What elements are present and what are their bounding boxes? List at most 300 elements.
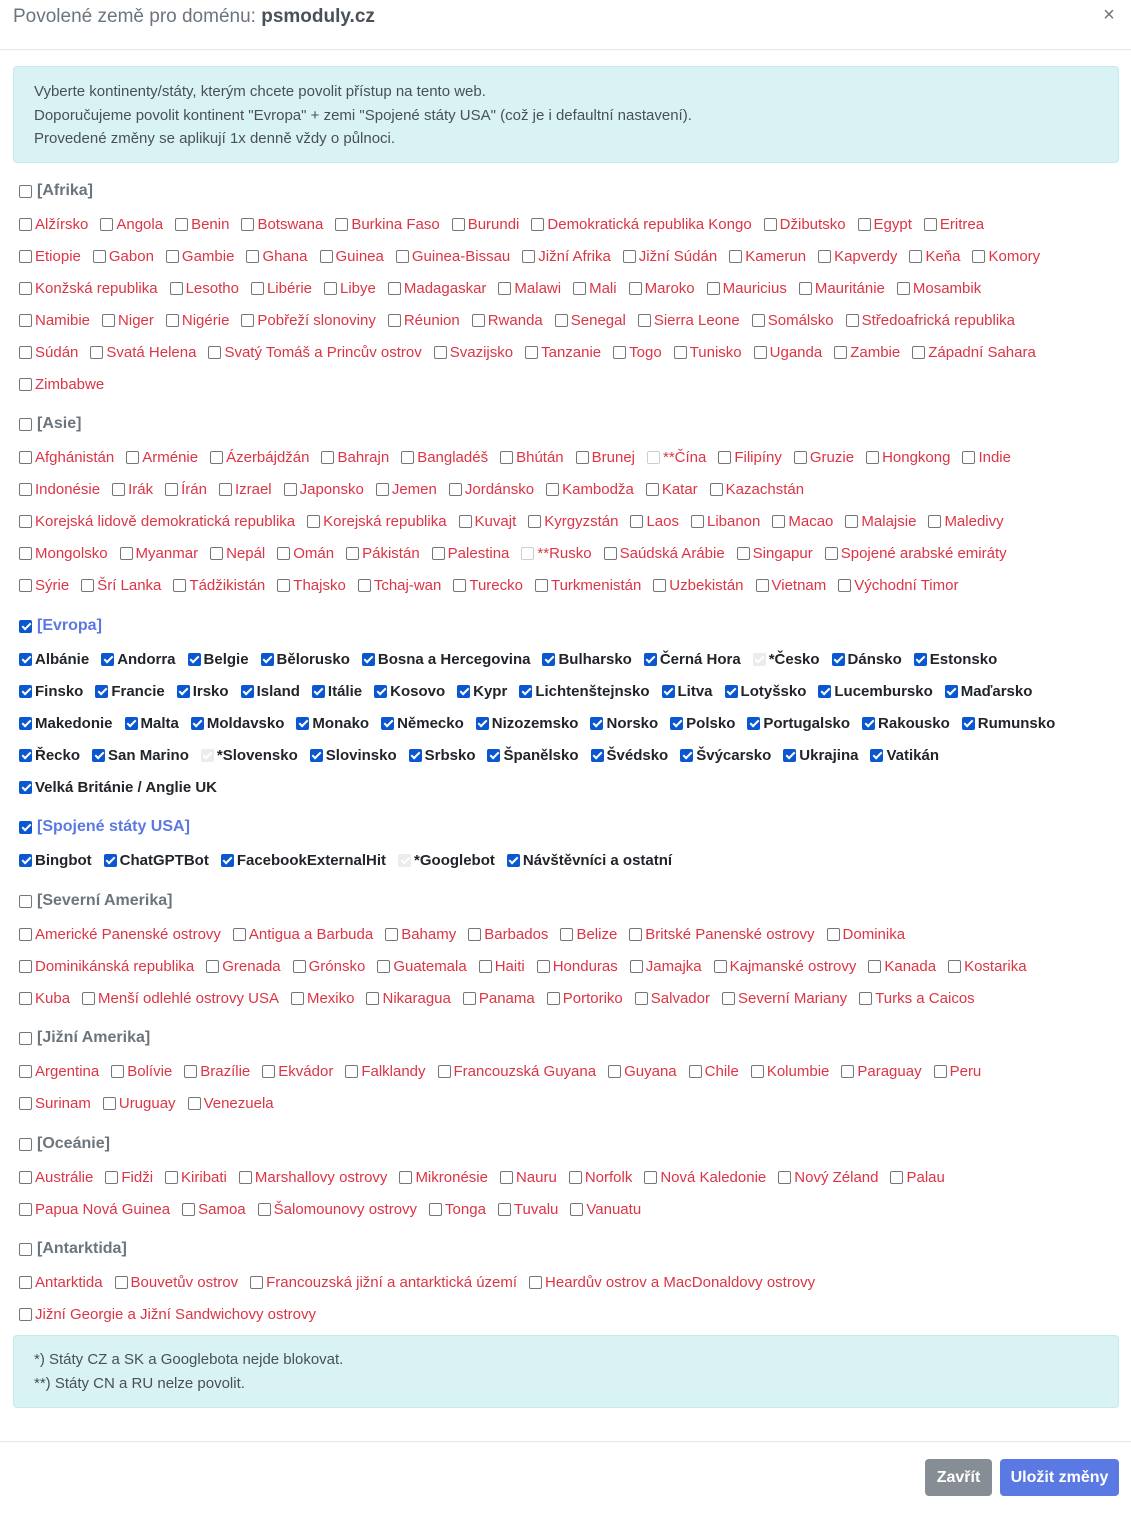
- checkbox-icon[interactable]: [188, 1097, 201, 1110]
- checkbox-icon[interactable]: [366, 992, 379, 1005]
- country-checkbox[interactable]: [934, 1063, 982, 1080]
- checkbox-icon[interactable]: [841, 1065, 854, 1078]
- country-checkbox[interactable]: [19, 779, 217, 796]
- country-checkbox[interactable]: [662, 683, 713, 700]
- checkbox-checked-icon[interactable]: [590, 717, 603, 730]
- country-checkbox[interactable]: [19, 280, 158, 297]
- checkbox-checked-icon[interactable]: [19, 620, 32, 633]
- country-checkbox[interactable]: [868, 958, 936, 975]
- country-checkbox[interactable]: [291, 990, 355, 1007]
- checkbox-checked-icon[interactable]: [507, 854, 520, 867]
- checkbox-icon[interactable]: [459, 515, 472, 528]
- checkbox-icon[interactable]: [858, 218, 871, 231]
- country-checkbox[interactable]: [321, 449, 389, 466]
- checkbox-icon[interactable]: [103, 1097, 116, 1110]
- country-checkbox[interactable]: [670, 715, 735, 732]
- checkbox-icon[interactable]: [429, 1203, 442, 1216]
- continent-checkbox[interactable]: [19, 1029, 150, 1047]
- country-checkbox[interactable]: [710, 481, 804, 498]
- checkbox-icon[interactable]: [432, 547, 445, 560]
- country-checkbox[interactable]: [498, 1201, 558, 1218]
- checkbox-icon[interactable]: [573, 282, 586, 295]
- country-checkbox[interactable]: [531, 216, 751, 233]
- checkbox-checked-icon[interactable]: [221, 854, 234, 867]
- checkbox-icon[interactable]: [714, 960, 727, 973]
- country-checkbox[interactable]: [778, 1169, 878, 1186]
- country-checkbox[interactable]: [834, 344, 900, 361]
- country-checkbox[interactable]: [81, 577, 161, 594]
- country-checkbox[interactable]: [173, 577, 265, 594]
- country-checkbox[interactable]: [859, 990, 974, 1007]
- country-checkbox[interactable]: [689, 1063, 739, 1080]
- checkbox-icon[interactable]: [756, 579, 769, 592]
- country-checkbox[interactable]: [924, 216, 984, 233]
- country-checkbox[interactable]: [184, 1063, 250, 1080]
- checkbox-icon[interactable]: [472, 314, 485, 327]
- country-checkbox[interactable]: [542, 651, 631, 668]
- country-checkbox[interactable]: [399, 1169, 488, 1186]
- checkbox-icon[interactable]: [912, 346, 925, 359]
- checkbox-icon[interactable]: [528, 515, 541, 528]
- country-checkbox[interactable]: [827, 926, 906, 943]
- checkbox-icon[interactable]: [19, 1032, 32, 1045]
- checkbox-checked-icon[interactable]: [519, 685, 532, 698]
- checkbox-icon[interactable]: [293, 960, 306, 973]
- checkbox-icon[interactable]: [81, 579, 94, 592]
- country-checkbox[interactable]: [945, 683, 1033, 700]
- country-checkbox[interactable]: [239, 1169, 388, 1186]
- country-checkbox[interactable]: [479, 958, 525, 975]
- close-icon[interactable]: ×: [1103, 4, 1115, 26]
- country-checkbox[interactable]: [718, 449, 782, 466]
- country-checkbox[interactable]: [103, 1095, 176, 1112]
- country-checkbox[interactable]: [335, 216, 439, 233]
- country-checkbox[interactable]: [476, 715, 579, 732]
- checkbox-checked-icon[interactable]: [542, 653, 555, 666]
- checkbox-icon[interactable]: [449, 483, 462, 496]
- checkbox-icon[interactable]: [972, 250, 985, 263]
- continent-checkbox[interactable]: [19, 182, 93, 200]
- country-checkbox[interactable]: [737, 545, 813, 562]
- country-checkbox[interactable]: [396, 248, 510, 265]
- checkbox-icon[interactable]: [537, 960, 550, 973]
- checkbox-checked-icon[interactable]: [409, 749, 422, 762]
- country-checkbox[interactable]: [219, 481, 272, 498]
- country-checkbox[interactable]: [928, 513, 1003, 530]
- country-checkbox[interactable]: [241, 312, 375, 329]
- country-checkbox[interactable]: [170, 280, 239, 297]
- country-checkbox[interactable]: [293, 958, 366, 975]
- country-checkbox[interactable]: [725, 683, 807, 700]
- checkbox-icon[interactable]: [19, 250, 32, 263]
- country-checkbox[interactable]: [312, 683, 362, 700]
- country-checkbox[interactable]: [707, 280, 787, 297]
- checkbox-icon[interactable]: [377, 960, 390, 973]
- checkbox-icon[interactable]: [241, 314, 254, 327]
- country-checkbox[interactable]: [19, 715, 113, 732]
- checkbox-checked-icon[interactable]: [381, 717, 394, 730]
- checkbox-icon[interactable]: [385, 928, 398, 941]
- checkbox-icon[interactable]: [825, 547, 838, 560]
- country-checkbox[interactable]: [912, 344, 1036, 361]
- checkbox-icon[interactable]: [928, 515, 941, 528]
- checkbox-icon[interactable]: [358, 579, 371, 592]
- country-checkbox[interactable]: [366, 990, 450, 1007]
- country-checkbox[interactable]: [674, 344, 742, 361]
- country-checkbox[interactable]: [429, 1201, 486, 1218]
- country-checkbox[interactable]: [19, 958, 194, 975]
- country-checkbox[interactable]: [818, 683, 932, 700]
- checkbox-icon[interactable]: [845, 515, 858, 528]
- checkbox-checked-icon[interactable]: [92, 749, 105, 762]
- checkbox-icon[interactable]: [718, 451, 731, 464]
- checkbox-icon[interactable]: [463, 992, 476, 1005]
- country-checkbox[interactable]: [434, 344, 513, 361]
- checkbox-checked-icon[interactable]: [19, 854, 32, 867]
- close-button[interactable]: Zavřít: [925, 1459, 992, 1496]
- country-checkbox[interactable]: [613, 344, 662, 361]
- checkbox-icon[interactable]: [19, 185, 32, 198]
- checkbox-icon[interactable]: [453, 579, 466, 592]
- checkbox-icon[interactable]: [560, 928, 573, 941]
- checkbox-checked-icon[interactable]: [725, 685, 738, 698]
- checkbox-icon[interactable]: [251, 282, 264, 295]
- checkbox-icon[interactable]: [531, 218, 544, 231]
- checkbox-icon[interactable]: [754, 346, 767, 359]
- country-checkbox[interactable]: [751, 1063, 830, 1080]
- checkbox-icon[interactable]: [653, 579, 666, 592]
- checkbox-icon[interactable]: [277, 579, 290, 592]
- country-checkbox[interactable]: [535, 577, 641, 594]
- country-checkbox[interactable]: [251, 280, 312, 297]
- checkbox-icon[interactable]: [535, 579, 548, 592]
- country-checkbox[interactable]: [818, 248, 897, 265]
- country-checkbox[interactable]: [754, 344, 823, 361]
- country-checkbox[interactable]: [115, 1274, 239, 1291]
- checkbox-icon[interactable]: [576, 451, 589, 464]
- country-checkbox[interactable]: [246, 248, 307, 265]
- checkbox-icon[interactable]: [111, 1065, 124, 1078]
- country-checkbox[interactable]: [691, 513, 760, 530]
- checkbox-icon[interactable]: [838, 579, 851, 592]
- checkbox-icon[interactable]: [19, 483, 32, 496]
- continent-checkbox[interactable]: [19, 818, 190, 836]
- checkbox-icon[interactable]: [629, 928, 642, 941]
- country-checkbox[interactable]: [100, 216, 163, 233]
- country-checkbox[interactable]: [459, 513, 517, 530]
- country-checkbox[interactable]: [388, 280, 487, 297]
- checkbox-icon[interactable]: [630, 515, 643, 528]
- country-checkbox[interactable]: [498, 280, 561, 297]
- checkbox-icon[interactable]: [604, 547, 617, 560]
- checkbox-icon[interactable]: [250, 1276, 263, 1289]
- country-checkbox[interactable]: [546, 481, 634, 498]
- country-checkbox[interactable]: [644, 1169, 766, 1186]
- checkbox-icon[interactable]: [321, 451, 334, 464]
- country-checkbox[interactable]: [362, 651, 531, 668]
- checkbox-checked-icon[interactable]: [670, 717, 683, 730]
- checkbox-icon[interactable]: [635, 992, 648, 1005]
- country-checkbox[interactable]: [102, 312, 154, 329]
- save-changes-button[interactable]: Uložit změny: [1000, 1459, 1119, 1496]
- checkbox-icon[interactable]: [689, 1065, 702, 1078]
- checkbox-icon[interactable]: [19, 928, 32, 941]
- country-checkbox[interactable]: [250, 1274, 517, 1291]
- country-checkbox[interactable]: [500, 1169, 557, 1186]
- country-checkbox[interactable]: [374, 683, 445, 700]
- checkbox-icon[interactable]: [818, 250, 831, 263]
- checkbox-checked-icon[interactable]: [362, 653, 375, 666]
- checkbox-icon[interactable]: [19, 579, 32, 592]
- country-checkbox[interactable]: [845, 513, 916, 530]
- country-checkbox[interactable]: [19, 1095, 91, 1112]
- country-checkbox[interactable]: [573, 280, 617, 297]
- checkbox-icon[interactable]: [897, 282, 910, 295]
- country-checkbox[interactable]: [19, 545, 108, 562]
- checkbox-icon[interactable]: [623, 250, 636, 263]
- checkbox-icon[interactable]: [19, 346, 32, 359]
- country-checkbox[interactable]: [19, 1201, 170, 1218]
- country-checkbox[interactable]: [457, 683, 507, 700]
- checkbox-checked-icon[interactable]: [591, 749, 604, 762]
- country-checkbox[interactable]: [261, 651, 350, 668]
- checkbox-icon[interactable]: [752, 314, 765, 327]
- country-checkbox[interactable]: [19, 990, 70, 1007]
- country-checkbox[interactable]: [310, 747, 397, 764]
- checkbox-icon[interactable]: [19, 515, 32, 528]
- checkbox-icon[interactable]: [19, 282, 32, 295]
- checkbox-checked-icon[interactable]: [177, 685, 190, 698]
- checkbox-icon[interactable]: [608, 1065, 621, 1078]
- country-checkbox[interactable]: [112, 481, 153, 498]
- checkbox-checked-icon[interactable]: [19, 781, 32, 794]
- country-checkbox[interactable]: [519, 683, 649, 700]
- country-checkbox[interactable]: [19, 216, 88, 233]
- country-checkbox[interactable]: [948, 958, 1027, 975]
- checkbox-icon[interactable]: [346, 547, 359, 560]
- checkbox-icon[interactable]: [962, 451, 975, 464]
- country-checkbox[interactable]: [206, 958, 280, 975]
- checkbox-icon[interactable]: [19, 1138, 32, 1151]
- country-checkbox[interactable]: [111, 1063, 172, 1080]
- checkbox-icon[interactable]: [629, 282, 642, 295]
- country-checkbox[interactable]: [449, 481, 534, 498]
- country-checkbox[interactable]: [19, 577, 69, 594]
- country-checkbox[interactable]: [547, 990, 623, 1007]
- continent-checkbox[interactable]: [19, 1240, 127, 1258]
- country-checkbox[interactable]: [825, 545, 1007, 562]
- country-checkbox[interactable]: [182, 1201, 246, 1218]
- country-checkbox[interactable]: [165, 481, 207, 498]
- checkbox-icon[interactable]: [241, 218, 254, 231]
- country-checkbox[interactable]: [221, 852, 386, 869]
- country-checkbox[interactable]: [870, 747, 939, 764]
- country-checkbox[interactable]: [376, 481, 437, 498]
- country-checkbox[interactable]: [500, 449, 564, 466]
- country-checkbox[interactable]: [576, 449, 635, 466]
- checkbox-icon[interactable]: [452, 218, 465, 231]
- country-checkbox[interactable]: [101, 651, 175, 668]
- country-checkbox[interactable]: [729, 248, 806, 265]
- country-checkbox[interactable]: [19, 449, 114, 466]
- checkbox-checked-icon[interactable]: [783, 749, 796, 762]
- checkbox-icon[interactable]: [890, 1171, 903, 1184]
- country-checkbox[interactable]: [385, 926, 456, 943]
- checkbox-checked-icon[interactable]: [19, 821, 32, 834]
- checkbox-icon[interactable]: [19, 1171, 32, 1184]
- checkbox-checked-icon[interactable]: [101, 653, 114, 666]
- country-checkbox[interactable]: [756, 577, 827, 594]
- checkbox-icon[interactable]: [547, 992, 560, 1005]
- country-checkbox[interactable]: [764, 216, 846, 233]
- country-checkbox[interactable]: [177, 683, 229, 700]
- checkbox-checked-icon[interactable]: [19, 685, 32, 698]
- country-checkbox[interactable]: [19, 926, 221, 943]
- checkbox-icon[interactable]: [778, 1171, 791, 1184]
- checkbox-icon[interactable]: [112, 483, 125, 496]
- checkbox-icon[interactable]: [19, 314, 32, 327]
- checkbox-icon[interactable]: [794, 451, 807, 464]
- country-checkbox[interactable]: [93, 248, 154, 265]
- country-checkbox[interactable]: [630, 513, 679, 530]
- checkbox-checked-icon[interactable]: [818, 685, 831, 698]
- country-checkbox[interactable]: [452, 216, 520, 233]
- checkbox-icon[interactable]: [868, 960, 881, 973]
- checkbox-icon[interactable]: [498, 1203, 511, 1216]
- country-checkbox[interactable]: [799, 280, 885, 297]
- country-checkbox[interactable]: [90, 344, 196, 361]
- checkbox-icon[interactable]: [401, 451, 414, 464]
- country-checkbox[interactable]: [208, 344, 421, 361]
- checkbox-icon[interactable]: [335, 218, 348, 231]
- checkbox-icon[interactable]: [170, 282, 183, 295]
- country-checkbox[interactable]: [358, 577, 442, 594]
- checkbox-icon[interactable]: [165, 483, 178, 496]
- continent-checkbox[interactable]: [19, 617, 102, 635]
- checkbox-checked-icon[interactable]: [19, 717, 32, 730]
- country-checkbox[interactable]: [890, 1169, 944, 1186]
- checkbox-icon[interactable]: [206, 960, 219, 973]
- checkbox-checked-icon[interactable]: [945, 685, 958, 698]
- checkbox-icon[interactable]: [638, 314, 651, 327]
- country-checkbox[interactable]: [166, 248, 235, 265]
- checkbox-checked-icon[interactable]: [19, 749, 32, 762]
- country-checkbox[interactable]: [629, 926, 814, 943]
- country-checkbox[interactable]: [463, 990, 535, 1007]
- checkbox-checked-icon[interactable]: [862, 717, 875, 730]
- checkbox-icon[interactable]: [102, 314, 115, 327]
- checkbox-icon[interactable]: [644, 1171, 657, 1184]
- country-checkbox[interactable]: [525, 344, 601, 361]
- checkbox-icon[interactable]: [307, 515, 320, 528]
- country-checkbox[interactable]: [324, 280, 376, 297]
- checkbox-checked-icon[interactable]: [312, 685, 325, 698]
- country-checkbox[interactable]: [846, 312, 1015, 329]
- country-checkbox[interactable]: [783, 747, 858, 764]
- checkbox-icon[interactable]: [388, 314, 401, 327]
- checkbox-icon[interactable]: [93, 250, 106, 263]
- country-checkbox[interactable]: [241, 683, 300, 700]
- checkbox-checked-icon[interactable]: [747, 717, 760, 730]
- country-checkbox[interactable]: [296, 715, 369, 732]
- checkbox-icon[interactable]: [399, 1171, 412, 1184]
- country-checkbox[interactable]: [438, 1063, 597, 1080]
- checkbox-icon[interactable]: [19, 1276, 32, 1289]
- country-checkbox[interactable]: [19, 513, 295, 530]
- country-checkbox[interactable]: [432, 545, 510, 562]
- country-checkbox[interactable]: [472, 312, 543, 329]
- country-checkbox[interactable]: [233, 926, 373, 943]
- country-checkbox[interactable]: [210, 545, 265, 562]
- country-checkbox[interactable]: [638, 312, 740, 329]
- checkbox-icon[interactable]: [525, 346, 538, 359]
- checkbox-icon[interactable]: [498, 282, 511, 295]
- country-checkbox[interactable]: [210, 449, 309, 466]
- checkbox-icon[interactable]: [246, 250, 259, 263]
- country-checkbox[interactable]: [646, 481, 698, 498]
- country-checkbox[interactable]: [537, 958, 618, 975]
- checkbox-icon[interactable]: [764, 218, 777, 231]
- country-checkbox[interactable]: [794, 449, 854, 466]
- checkbox-icon[interactable]: [233, 928, 246, 941]
- country-checkbox[interactable]: [832, 651, 902, 668]
- checkbox-checked-icon[interactable]: [914, 653, 927, 666]
- checkbox-icon[interactable]: [320, 250, 333, 263]
- checkbox-icon[interactable]: [546, 483, 559, 496]
- country-checkbox[interactable]: [914, 651, 998, 668]
- country-checkbox[interactable]: [191, 715, 285, 732]
- country-checkbox[interactable]: [19, 852, 92, 869]
- continent-checkbox[interactable]: [19, 892, 172, 910]
- country-checkbox[interactable]: [604, 545, 725, 562]
- country-checkbox[interactable]: [680, 747, 771, 764]
- country-checkbox[interactable]: [120, 545, 199, 562]
- checkbox-icon[interactable]: [799, 282, 812, 295]
- country-checkbox[interactable]: [19, 344, 78, 361]
- country-checkbox[interactable]: [453, 577, 523, 594]
- checkbox-icon[interactable]: [277, 547, 290, 560]
- checkbox-checked-icon[interactable]: [188, 653, 201, 666]
- country-checkbox[interactable]: [608, 1063, 677, 1080]
- checkbox-icon[interactable]: [529, 1276, 542, 1289]
- country-checkbox[interactable]: [487, 747, 578, 764]
- country-checkbox[interactable]: [560, 926, 617, 943]
- checkbox-icon[interactable]: [613, 346, 626, 359]
- checkbox-icon[interactable]: [710, 483, 723, 496]
- checkbox-icon[interactable]: [468, 928, 481, 941]
- checkbox-icon[interactable]: [19, 1243, 32, 1256]
- checkbox-icon[interactable]: [846, 314, 859, 327]
- checkbox-icon[interactable]: [859, 992, 872, 1005]
- country-checkbox[interactable]: [507, 852, 672, 869]
- country-checkbox[interactable]: [188, 1095, 274, 1112]
- checkbox-icon[interactable]: [184, 1065, 197, 1078]
- country-checkbox[interactable]: [19, 651, 89, 668]
- country-checkbox[interactable]: [972, 248, 1040, 265]
- checkbox-checked-icon[interactable]: [476, 717, 489, 730]
- country-checkbox[interactable]: [19, 248, 81, 265]
- checkbox-icon[interactable]: [19, 992, 32, 1005]
- country-checkbox[interactable]: [19, 312, 90, 329]
- checkbox-icon[interactable]: [19, 418, 32, 431]
- checkbox-icon[interactable]: [166, 314, 179, 327]
- country-checkbox[interactable]: [125, 715, 179, 732]
- checkbox-icon[interactable]: [555, 314, 568, 327]
- country-checkbox[interactable]: [722, 990, 847, 1007]
- country-checkbox[interactable]: [866, 449, 950, 466]
- country-checkbox[interactable]: [19, 1063, 99, 1080]
- checkbox-checked-icon[interactable]: [125, 717, 138, 730]
